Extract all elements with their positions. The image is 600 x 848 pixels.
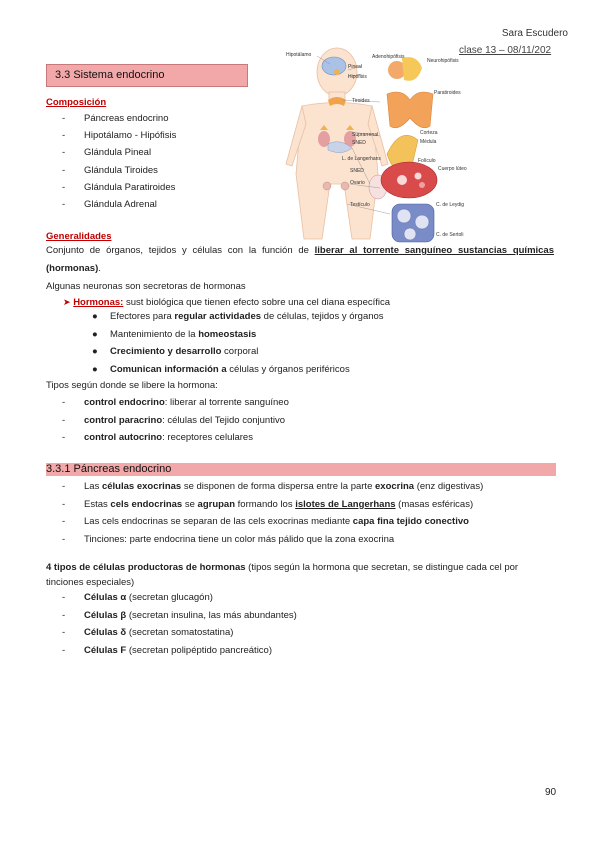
list-item: - Glándula Pineal [62,147,152,159]
list-item: - Hipotálamo - Hipófisis [62,130,177,142]
label-corteza: Corteza [420,130,438,136]
section-title: 3.3 Sistema endocrino [46,64,248,87]
label-sned: SNED [352,140,366,146]
ovary-detail [381,162,437,198]
list-item: - Glándula Paratiroides [62,181,176,193]
label-leydig: C. de Leydig [436,202,465,208]
page-number: 90 [545,787,557,798]
neurons-note: Algunas neuronas son secretoras de hormonas [46,281,246,292]
list-item: - Las cels endocrinas se separan de las cels exocrinas mediante capa fina tejido conectivo [62,516,469,527]
label-adenohipofisis: Adenohipófisis [372,54,405,60]
pituitary-detail [388,57,422,81]
label-pineal: Pineal [348,64,362,70]
label-cuerpo-luteo: Cuerpo lúteo [438,166,467,172]
label-hipofisis: Hipófisis [348,74,367,80]
tipos-list [62,397,289,450]
cell-types-intro: 4 tipos de células productoras de hormonas (tipos según la hormona que secretan, se distingue cada cel por tinciones especiales) [46,562,519,588]
brain-shape [322,57,346,75]
thyroid-detail [387,92,433,128]
list-item: - Células α (secretan glucagón) [62,592,213,603]
author-name: Sara Escudero [501,28,568,39]
list-item: ● Comunican información a células y órganos periféricos [92,363,350,375]
list-item: - Células F (secretan polipéptido pancreático) [62,644,273,656]
label-sertoli: C. de Sertoli [436,232,464,238]
list-item: ● Efectores para regular actividades de células, tejidos y órganos [92,311,384,322]
list-item: ● Crecimiento y desarrollo corporal [92,346,259,357]
list-item: - Glándula Tiroides [62,164,158,176]
label-sned-2: SNED [350,168,364,174]
list-item: - Estas cels endocrinas se agrupan formando los islotes de Langerhans (masas esféricas) [62,498,474,510]
pancreas-list [62,481,483,551]
class-date: clase 13 – 08/11/202 [459,45,552,56]
label-ovario: Ovario [350,180,365,186]
list-item: - Células δ (secretan somatostatina) [62,627,234,638]
composicion-heading: Composición [46,97,107,108]
generalidades-heading: Generalidades [46,231,112,242]
list-item: - control paracrino: células del Tejido conjuntivo [62,414,285,426]
endocrine-system-diagram [282,44,560,244]
label-tiroides: Tiroides [352,98,370,104]
bullet-icon: ● [92,346,98,357]
generalidades-paragraph-line1: Conjunto de órganos, tejidos y células con la función de liberar al torrente sanguíneo sustancias químicas [46,245,555,256]
bullet-icon: ● [92,363,98,375]
testis-detail [392,204,434,242]
tipos-intro: Tipos según donde se libere la hormona: [46,380,218,391]
list-item: - Tinciones: parte endocrina tiene un color más pálido que la zona exocrina [62,533,395,545]
list-item: - Glándula Adrenal [62,198,157,210]
subsection-title: 3.3.1 Páncreas endocrino [46,463,556,476]
pituitary-shape [334,69,340,75]
composicion-list [62,113,176,216]
cell-types-list [62,592,297,662]
list-item: - control autocrino: receptores celulares [62,432,253,443]
bullet-icon: ● [92,328,98,340]
label-testiculo: Testículo [350,202,370,208]
list-item: ● Mantenimiento de la homeostasis [92,328,257,340]
label-neurohipofisis: Neurohipófisis [427,58,459,64]
label-medula: Médula [420,139,437,145]
list-item: - Páncreas endocrino [62,113,169,124]
generalidades-paragraph-line2: (hormonas). [46,263,101,274]
label-langerhans: L. de Langerhans [342,156,381,162]
hormone-functions-list [92,311,384,381]
label-paratiroides: Paratiroides [434,90,461,96]
list-item: - Las células exocrinas se disponen de forma dispersa entre la parte exocrina (enz digestivas) [62,481,484,492]
arrow-icon: ➤ [63,297,71,307]
label-suprarrenal: Suprarrenal [352,132,379,138]
hormonas-definition: ➤ Hormonas: sust biológica que tienen efecto sobre una cel diana específica [63,297,391,308]
label-foliculo: Folículo [418,158,436,164]
list-item: - Células β (secretan insulina, las más abundantes) [62,609,297,621]
label-hipotalamo: Hipotálamo [286,52,312,58]
list-item: - control endocrino: liberar al torrente sanguíneo [62,397,289,408]
bullet-icon: ● [92,311,98,322]
